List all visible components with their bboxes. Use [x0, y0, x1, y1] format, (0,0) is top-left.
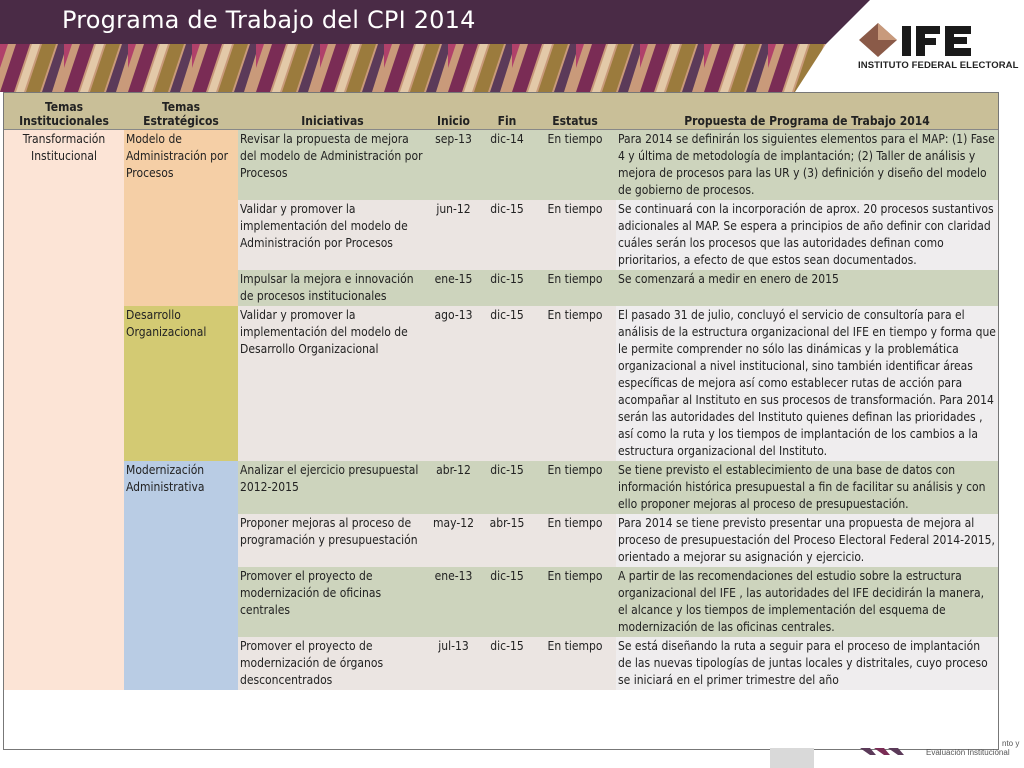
- logo-subtitle: INSTITUTO FEDERAL ELECTORAL: [858, 60, 1019, 71]
- propuesta-cell: Se comenzará a medir en enero de 2015: [616, 270, 998, 306]
- table-row: [4, 461, 998, 514]
- slide-title: Programa de Trabajo del CPI 2014: [62, 6, 476, 34]
- inicio-cell: jul-13: [427, 637, 480, 690]
- iniciativa-cell: Revisar la propuesta de mejora del modelo de Administración por Procesos: [238, 129, 427, 200]
- propuesta-cell: Se tiene previsto el establecimiento de una base de datos con información histórica presupuestal a fin de facilitar su análisis y con ello proponer mejoras al proceso de presupuestación.: [616, 461, 998, 514]
- footer-text: Evaluación Institucional: [926, 748, 1010, 757]
- tema-estrategico-cell: Modelo de Administración por Procesos: [124, 129, 238, 306]
- estatus-cell: En tiempo: [534, 270, 616, 306]
- propuesta-cell: Se está diseñando la ruta a seguir para el proceso de implantación de las nuevas tipologías de juntas locales y distritales, cuyo proceso se iniciará en el primer trimestre del año: [616, 637, 998, 690]
- header-inicio: Inicio: [427, 93, 480, 129]
- iniciativa-cell: Validar y promover la implementación del modelo de Desarrollo Organizacional: [238, 306, 427, 461]
- inicio-cell: may-12: [427, 514, 480, 567]
- propuesta-cell: Se continuará con la incorporación de aprox. 20 procesos sustantivos adicionales al MAP. Se espera a principios de año definir con claridad cuáles serán los procesos que las autoridades definan como prioritarios, a efecto de que estos sean documentados.: [616, 200, 998, 270]
- propuesta-cell: El pasado 31 de julio, concluyó el servicio de consultoría para el análisis de la estructura organizacional del IFE en tiempo y forma que le permite comprender no sólo las dinámicas y la problemática organizacional a nivel institucional, sino también identificar áreas específicas de mejora así como establecer rutas de acción para acompañar al Instituto en sus procesos de transformación. Para 2014 serán las autoridades del Instituto quienes definan las prioridades , así como la ruta y los tiempos de implantación de los cambios a la estructura organizacional del Instituto.: [616, 306, 998, 461]
- iniciativa-cell: Validar y promover la implementación del modelo de Administración por Procesos: [238, 200, 427, 270]
- inicio-cell: ene-15: [427, 270, 480, 306]
- fin-cell: dic-15: [480, 637, 534, 690]
- table-row: [4, 306, 998, 461]
- iniciativa-cell: Impulsar la mejora e innovación de procesos institucionales: [238, 270, 427, 306]
- inicio-cell: abr-12: [427, 461, 480, 514]
- header-fin: Fin: [480, 93, 534, 129]
- tema-estrategico-cell: Desarrollo Organizacional: [124, 306, 238, 461]
- header-estatus: Estatus: [534, 93, 616, 129]
- slide-header: [0, 0, 1024, 92]
- fin-cell: abr-15: [480, 514, 534, 567]
- tema-institucional-cell: Transformación Institucional: [4, 129, 124, 690]
- estatus-cell: En tiempo: [534, 200, 616, 270]
- footer-grey-strip: [770, 748, 814, 768]
- fin-cell: dic-15: [480, 567, 534, 637]
- iniciativa-cell: Promover el proyecto de modernización de oficinas centrales: [238, 567, 427, 637]
- estatus-cell: En tiempo: [534, 129, 616, 200]
- inicio-cell: sep-13: [427, 129, 480, 200]
- header-temas-institucionales: Temas Institucionales: [4, 93, 124, 129]
- fin-cell: dic-15: [480, 270, 534, 306]
- inicio-cell: ene-13: [427, 567, 480, 637]
- work-program-table: [3, 92, 999, 750]
- table-row: [4, 129, 998, 200]
- estatus-cell: En tiempo: [534, 567, 616, 637]
- iniciativa-cell: Promover el proyecto de modernización de órganos desconcentrados: [238, 637, 427, 690]
- inicio-cell: ago-13: [427, 306, 480, 461]
- estatus-cell: En tiempo: [534, 637, 616, 690]
- estatus-cell: En tiempo: [534, 461, 616, 514]
- footer-text-partial: nto y: [1002, 739, 1020, 748]
- header-iniciativas: Iniciativas: [238, 93, 427, 129]
- iniciativa-cell: Analizar el ejercicio presupuestal 2012-2015: [238, 461, 427, 514]
- inicio-cell: jun-12: [427, 200, 480, 270]
- propuesta-cell: Para 2014 se tiene previsto presentar una propuesta de mejora al proceso de presupuestación del Proceso Electoral Federal 2014-2015, orientado a mejorar su asignación y ejercicio.: [616, 514, 998, 567]
- chevron-pattern: [0, 44, 826, 92]
- estatus-cell: En tiempo: [534, 306, 616, 461]
- iniciativa-cell: Proponer mejoras al proceso de programación y presupuestación: [238, 514, 427, 567]
- fin-cell: dic-15: [480, 306, 534, 461]
- fin-cell: dic-15: [480, 461, 534, 514]
- propuesta-cell: Para 2014 se definirán los siguientes elementos para el MAP: (1) Fase 4 y última de metodología de implantación; (2) Taller de análisis y mejora de procesos para las UR y (3) definición y diseño del modelo de gobierno de procesos.: [616, 129, 998, 200]
- header-temas-estrategicos: Temas Estratégicos: [124, 93, 238, 129]
- tema-estrategico-cell: Modernización Administrativa: [124, 461, 238, 690]
- fin-cell: dic-15: [480, 200, 534, 270]
- fin-cell: dic-14: [480, 129, 534, 200]
- header-propuesta: Propuesta de Programa de Trabajo 2014: [616, 93, 998, 129]
- table-header-row: [4, 93, 998, 129]
- estatus-cell: En tiempo: [534, 514, 616, 567]
- propuesta-cell: A partir de las recomendaciones del estudio sobre la estructura organizacional del IFE , las autoridades del IFE decidirán la manera, el alcance y los tiempos de implementación del esquema de modernización de las oficinas centrales.: [616, 567, 998, 637]
